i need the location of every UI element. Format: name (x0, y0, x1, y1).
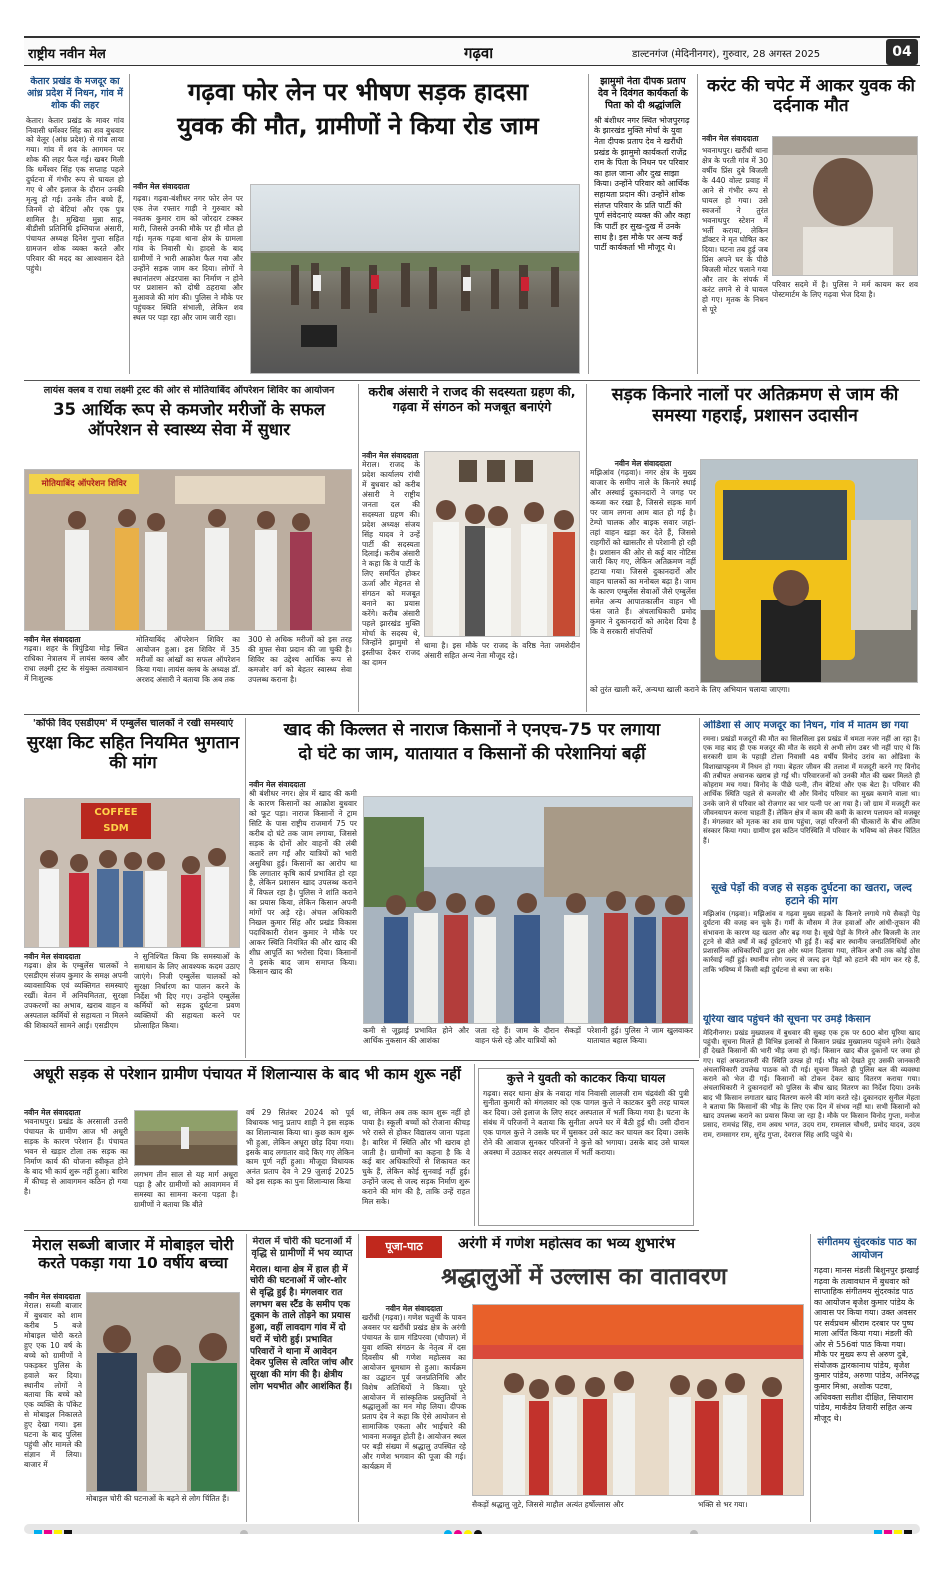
paper-name: राष्ट्रीय नवीन मेल (28, 47, 106, 62)
col1: गढ़वा। शहर के त्रिपुंडिया मोड़ स्थित राधिका नेत्रालय में लायंस क्लब और राधा लक्ष्मी ट्रस्ट के संयुक्त तत्वावधान में निःशुल्क (24, 644, 128, 684)
body: खरौंधी (गढ़वा)। गणेश चतुर्थी के पावन अवसर पर खरौंधी प्रखंड क्षेत्र के अरंगी पंचायत के ग्राम गंडिपरवा (चौपाल) में युवा शक्ति संगठन के नेतृत्व में दस दिवसीय श्री गणेश महोत्सव का आयोजन धूमधाम से हुआ। कार्यक्रम का उद्घाटन पूर्व जनप्रतिनिधि और विशेष अतिथियों ने किया। पूरे आयोजन में सांस्कृतिक प्रस्तुतियों ने श्रद्धालुओं का मन मोह लिया। दीपक प्रताप देव ने कहा कि ऐसे आयोजन से सामाजिक एकता और भाईचारे की भावना मजबूत होती है। आयोजन स्थल पर बड़ी संख्या में श्रद्धालु उपस्थित रहे और गणेश भगवान की पूजा की गई। कार्यक्रम में (362, 1313, 466, 1471)
col1: मझिआंव (गढ़वा)। नगर क्षेत्र के मुख्य बाजार के समीप नाले के किनारे स्थाई और अस्थाई दुकानदारों ने जगह पर कब्जा कर रखा है, जिससे सड़क मार्ग पर जाम लगना आम बात हो गई है। टेम्पो चालक और बाइक सवार जहां-तहां वाहन खड़ा कर देते हैं, जिससे राहगीरों को खासतौर से परेशानी हो रही है। प्रशासन की ओर से कई बार नोटिस जारी किए गए, लेकिन अतिक्रमण नहीं हटाया गया। जिससे दुकानदारों और वाहन चालकों का मनोबल बढ़ा है। जाम के कारण एम्बुलेंस सेवाओं जैसे एम्बुलेंस समेत अन्य आपातकालीन वाहन भी फंस जाते हैं। अंचलाधिकारी प्रमोद कुमार ने दुकानदारों को आदेश दिया है कि वे सरकारी संपत्तियों (590, 468, 696, 636)
story-sundarkand (814, 1236, 920, 1520)
col3: 300 से अधिक मरीजों को इस तरह की मुफ्त सेवा प्रदान की जा चुकी है। शिविर का उद्देश्य आर्थिक रूप से कमजोर वर्ग को बेहतर स्वास्थ्य सेवा उपलब्ध कराना है। (248, 635, 352, 684)
body: श्री बंशीधर नगर स्थित भोजपुरगढ़ के झारखंड मुक्ति मोर्चा के युवा नेता दीपक प्रताप देव ने खरौंधी प्रखंड के झामुमो कार्यकर्ता राजेंद्र राम के पिता के निधन पर परिवार का हाल जाना और दुख साझा किया। उन्होंने परिवार को आर्थिक सहायता प्रदान की। उन्होंने शोक संतप्त परिवार के प्रति पार्टी की पूर्ण संवेदनाएं व्यक्त की और कहा कि पार्टी हर सुख-दुख में उनके साथ है। इस मौके पर अन्य कई पार्टी कार्यकर्ता भी मौजूद थे। (594, 115, 691, 253)
headline: संगीतमय सुंदरकांड पाठ का आयोजन (817, 1237, 917, 1261)
page-number: 04 (886, 39, 918, 65)
headline-line1: अरंगी में गणेश महोत्सव का भव्य शुभारंभ (458, 1236, 675, 1252)
byline: नवीन मेल संवाददाता (385, 1304, 443, 1313)
headline: 35 आर्थिक रूप से कमजोर मरीजों के सफल ऑपरेशन से स्वास्थ्य सेवा में सुधार (53, 400, 325, 439)
col2: लगभग तीन साल से यह मार्ग अधूरा पड़ा है और ग्रामीणों को आवागमन में समस्या का सामना करना पड़ता है। ग्रामीणों ने बताया कि बीते (134, 1170, 238, 1209)
body: गढ़वा। गढ़वा-बंशीधर नगर फोर लेन पर एक तेज रफ्तार गाड़ी ने गुरुवार को नवतक कुमार राम को जोरदार टक्कर मारी, जिससे उनकी मौके पर ही मौत हो गई। मृतक गढ़वा थाना क्षेत्र के ग्रामला गांव के निवासी थे। हादसे के बाद ग्रामीणों ने भारी आक्रोश फैल गया और उन्होंने सड़क जाम कर दिया। लोगों ने स्थानांतरण अंडरपास का निर्माण न होने पर प्रशासन को दोषी ठहराया और मुआवजे की मांग की। पुलिस ने मौके पर पहुंचकर स्थिति संभाली, लेकिन शव स्थल पर पड़ा रहा और जाम जारी रहा। (133, 194, 243, 323)
headline: कुत्ते ने युवती को काटकर किया घायल (506, 1071, 666, 1085)
dateline: डाल्टनगंज (मेदिनीनगर), गुरुवार, 28 अगस्त 2025 (632, 49, 821, 60)
section-tag: पूजा-पाठ (366, 1236, 442, 1258)
body: गढ़वा। मानस मंडली बिशुनपुर झखाई गढ़वा के तत्वावधान में बुधवार को साप्ताहिक संगीतमय सुंदरकांड पाठ का आयोजन बृजेश कुमार पांडेय के आवास पर किया गया। उक्त अवसर पर सर्वप्रथम श्रीराम दरबार पर पुष्प माला अर्पित किया गया। मंडली की ओर से 556वां पाठ किया गया। मौके पर मुख्य रूप से अरुण दुबे, संयोजक द्वारकानाथ पांडेय, बृजेश कुमार पांडेय, अरुणा पांडेय, अनिरुद्ध कुमार मिश्रा, अशोक पटवा, अधिवक्ता सतीश दीक्षित, सियाराम पांडेय, मार्कंडेय तिवारी सहित अन्य मौजूद थे। (814, 1266, 920, 1423)
headline: यूरिया खाद पहुंचने की सूचना पर उमड़े किसान (703, 1014, 871, 1025)
victim-photo (772, 136, 918, 276)
byline: नवीन मेल संवाददाता (24, 952, 81, 961)
headline-line1: गढ़वा फोर लेन पर भीषण सड़क हादसा (187, 78, 529, 106)
road-jam-photo (250, 184, 580, 374)
muddy-road-photo (134, 1110, 238, 1166)
col1: भवनाथपुर। प्रखंड के अरसाली उत्तरी पंचायत के ग्रामीण आज भी अधूरी सड़क के कारण परेशान हैं। पंचायत भवन से खड़ार टोला तक सड़क का निर्माण कार्य की योजना स्वीकृत होने के बाद भी कार्य शुरू नहीं हुआ। बारिश में कीचड़ से आवागमन कठिन हो गया है। (24, 1117, 128, 1196)
story-mobile-theft-child (24, 1236, 242, 1520)
story-odisha-worker (703, 720, 920, 880)
headline: सूखे पेड़ों की वजह से सड़क दुर्घटना का खतरा, जल्द हटाने की मांग (711, 882, 912, 907)
membership-photo (424, 451, 580, 637)
headline: करीब अंसारी ने राजद की सदस्यता ग्रहण की, गढ़वा में संगठन को मजबूत बनाएंगे (368, 385, 576, 414)
col3: जता रहे हैं। जाम के दौरान सैकड़ों वाहन फंसे रहे और यात्रियों को (475, 1026, 581, 1045)
story-urea-crowd (703, 1014, 920, 1240)
headline: मेराल सब्जी बाजार में मोबाइल चोरी करते पकड़ा गया 10 वर्षीय बच्चा (32, 1236, 234, 1273)
col1: श्री बंशीधर नगर। क्षेत्र में खाद की कमी के कारण किसानों का आक्रोश बुधवार को फूट पड़ा। नाराज किसानों ने ट्राम सिटि के पास राष्ट्रीय राजमार्ग 75 पर करीब दो घंटे तक जाम लगाया, जिससे सड़क के दोनों ओर वाहनों की लंबी कतारें लग गईं और यात्रियों को भारी असुविधा हुई। किसानों का आरोप था कि लगातार कृषि कार्य प्रभावित हो रहा है, लेकिन प्रशासन खाद उपलब्ध कराने में विफल रहा है। पुलिस ने शांति कराने का प्रयास किया, लेकिन किसान अपनी मांगों पर अड़े रहे। अंचल अधिकारी निखल कुमार सिंह और प्रखंड विकास पदाधिकारी रोशन कुमार ने मौके पर आकर स्थिति नियंत्रित की और खाद की शीघ्र आपूर्ति का भरोसा दिया। किसानों ने इसके बाद जाम समाप्त किया। किसान खाद की (249, 789, 357, 977)
headline: सुरक्षा किट सहित नियमित भुगतान की मांग (26, 733, 240, 774)
story-fertilizer-jam (249, 720, 695, 1056)
col2: कमी से जूझाई प्रभावित होने और आर्थिक नुकसान की आशंका (363, 1026, 469, 1045)
col4: था, लेकिन अब तक काम शुरू नहीं हो पाया है। स्कूली बच्चों को रोजाना कीचड़ भरे रास्ते से होकर विद्यालय जाना पड़ता है। बारिश में स्थिति और भी खराब हो जाती है। ग्रामीणों का कहना है कि वे कई बार अधिकारियों से शिकायत कर चुके हैं, लेकिन कोई सुनवाई नहीं हुई। उन्होंने जल्द से जल्द सड़क निर्माण शुरू कराने की मांग की है, ताकि उन्हें राहत मिल सके। (362, 1108, 470, 1207)
headline-line1: खाद की किल्लत से नाराज किसानों ने एनएच-75 पर लगाया (283, 720, 661, 740)
photo-caption-1: सैकड़ों श्रद्धालु जुटे, जिससे माहौल अत्यंत हर्षोल्लास और (472, 1500, 624, 1509)
photo-caption-2: भक्ति से भर गया। (698, 1500, 748, 1509)
headline: सड़क किनारे नालों पर अतिक्रमण से जाम की समस्या गहराई, प्रशासन उदासीन (611, 385, 899, 426)
story-meral-thefts (250, 1236, 354, 1520)
byline: नवीन मेल संवाददाता (24, 1292, 81, 1301)
headline-line2: दो घंटे का जाम, यातायात व किसानों की परेशानियां बढ़ीं (298, 744, 646, 765)
body-continued: परिवार सदमे में है। पुलिस ने मर्म कायम कर शव पोस्टमार्टम के लिए गढ़वा भेज दिया है। (772, 280, 918, 299)
photo-caption: मोबाइल चोरी की घटनाओं के बढ़ने से लोग चिंतित हैं। (86, 1494, 230, 1503)
body: मझिआंव (गढ़वा)। मझिआंव व गढ़वा मुख्य सड़कों के किनारे लगाये गये सैकड़ों पेड़ दुर्घटना की वजह बन चुके हैं। गर्मी के मौसम में तेज हवाओं और आंधी-तूफान की संभावना के कारण यह खतरा और बढ़ गया है। सूखे पेड़ों के गिरने और बिजली के तार टूटने से बीते वर्षों में कई दुर्घटनाएं भी हुई हैं। कई बार स्थानीय जनप्रतिनिधियों और प्रशासनिक अधिकारियों द्वारा इस ओर ध्यान दिलाया गया, लेकिन अभी तक कोई ठोस कार्रवाई नहीं हुई। स्थानीय लोग जल्द से जल्द इन पेड़ों को हटाने की मांग कर रहे हैं, ताकि भविष्य में किसी बड़ी दुर्घटना से बचा जा सके। (703, 910, 920, 974)
story-dry-trees (703, 882, 920, 988)
byline: नवीन मेल संवाददाता (614, 459, 672, 468)
story-rjd-membership (362, 385, 582, 710)
byline: नवीन मेल संवाददाता (133, 182, 190, 191)
body: मेराल। सब्जी बाजार में बुधवार को शाम करीब 5 बजे मोबाइल चोरी करते हुए एक 10 वर्ष के बच्चे को ग्रामीणों ने पकड़कर पुलिस के हवाले कर दिया। स्थानीय लोगों ने बताया कि बच्चे को एक व्यक्ति के पॉकेट से मोबाइल निकालते हुए देखा गया। इस घटना के बाद पुलिस पहुंची और मामले की संज्ञान में लिया। बाजार में (24, 1301, 82, 1469)
headline: मेराल में चोरी की घटनाओं में वृद्धि से ग्रामीणों में भय व्याप्त (251, 1236, 353, 1260)
story-fourlane-accident (133, 76, 583, 376)
headline: केतार प्रखंड के मजदूर का आंध्र प्रदेश में निधन, गांव में शोक की लहर (27, 76, 123, 111)
headline: अधूरी सड़क से परेशान ग्रामीण पंचायत में शिलान्यास के बाद भी काम शुरू नहीं (33, 1066, 461, 1083)
col2: मोतियाबिंद ऑपरेशन शिविर का आयोजन हुआ। इस शिविर में 35 मरीजों का आंखों का सफल ऑपरेशन किया गया। लायंस क्लब के अध्यक्ष डॉ. अरशद अंसारी ने बताया कि अब तक (136, 635, 240, 684)
col2: को तुरंत खाली करें, अन्यथा खाली कराने के लिए अभियान चलाया जाएगा। (590, 685, 791, 694)
story-ganesh-festival (362, 1234, 806, 1522)
byline: नवीन मेल संवाददाता (702, 134, 759, 143)
body: रमना। प्रखंडों मजदूरों की मौत का सिलसिला इस प्रखंड में थमता नजर नहीं आ रहा है। एक माह बाद ही एक मजदूर की मौत के सदमे से अभी लोग उबर भी नहीं पाए थे कि सरकारी ग्राम के पहाड़ी टोला निवासी 48 वर्षीय विनोद उरांव का ओडिशा के विशाखापट्टनम में निधन हो गया। बेहतर जीवन की तलाश में मजदूरी करने गए विनोद की तबीयत अचानक खराब हो गई थी। परिवारजनों को उनकी मौत की खबर मिलते ही कोहराम मच गया। विनोद के पीछे पत्नी, तीन बेटियां और एक बेटा है। परिवार की आर्थिक स्थिति पहले से कमजोर थी और विनोद परिवार का मुख्य कमाने वाला था। उनके जाने से परिवार को रोजगार का भार पत्नी पर आ गया है। जो ग्राम में मजदूरी कर जीवनयापन करना चाहती हैं। लेकिन क्षेत्र में काम की कमी के कारण पलायन को मजबूर हैं। मंगलवार को मृतक का शव ग्राम पहुंचा, जहां परिजनों की चीत्कारों के बीच अंतिम संस्कार किया गया। ग्रामीण इस कठिन परिस्थिति में परिवार के भविष्य को लेकर चिंतित हैं। (703, 735, 920, 845)
byline: नवीन मेल संवाददाता (249, 780, 306, 789)
byline: नवीन मेल संवाददाता (24, 635, 81, 644)
masthead (24, 36, 920, 66)
body: मेराल। थाना क्षेत्र में हाल ही में चोरी की घटनाओं में जोर-शोर से वृद्धि हुई है। मंगलवार रात लगभग बस स्टैंड के समीप एक दुकान के ताले तोड़ने का प्रयास हुआ, वहीं लावदाग गांव में दो घरों में चोरी हुई। प्रभावित परिवारों ने थाना में आवेदन देकर पुलिस से त्वरित जांच और सुरक्षा की मांग की है। क्षेत्रीय लोग भयभीत और आशंकित हैं। (250, 1264, 353, 1392)
body: गढ़वा। सदर थाना क्षेत्र के नवादा गांव निवासी लालजी राम चंद्रवंशी की पुत्री सुनीता कुमारी को मंगलवार को एक पागल कुत्ते ने काटकर बुरी तरह घायल कर दिया। उसे इलाज के लिए सदर अस्पताल में भर्ती किया गया है। घटना के संबंध में परिजनों ने बताया कि सुनीता अपने घर में बैठी हुई थी। उसी दौरान एक पागल कुत्ते ने उसके घर में घुसकर उसे काट कर घायल कर दिया। उसके रोने की आवाज सुनकर परिजनों ने कुत्ते को भगाया। उसके बाद उसे घायल अवस्था में उठाकर सदर अस्पताल में भर्ती कराया। (483, 1088, 689, 1157)
child-caught-photo (86, 1292, 240, 1492)
story-cataract-camp (24, 385, 354, 710)
camp-banner: मोतियाबिंद ऑपरेशन शिविर (29, 474, 139, 494)
story-jmm-tribute (594, 76, 692, 376)
body: केतार। केतार प्रखंड के मावर गांव निवासी धर्मेश्वर सिंह का शव बुधवार को वेलूर (आंध्र प्रदेश) से गांव लाया गया। गांव में शव के आगमन पर शोक की लहर फैल गई। खबर मिली कि धर्मेश्वर सिंह एक सप्ताह पहले दुर्घटना में गंभीर रूप से घायल हो गए थे और इलाज के दौरान उनकी मृत्यु हो गई। उनके तीन बच्चे हैं, जिनमें दो बेटियां और एक पुत्र शामिल है। मुखिया मुन्ना साह, बीडीसी प्रतिनिधि इम्तियाज अंसारी, पंचायत अध्यक्ष दिनेश गुप्ता सहित ग्रामजन शोक व्यक्त करते और परिवार की मदद का आश्वासन देते पहुंचे। (26, 115, 124, 273)
body: मेदिनीनगर। प्रखंड मुख्यालय में बुधवार की सुबह एक ट्रक पर 600 बोरा यूरिया खाद पहुंची। सूचना मिलते ही विभिन्न इलाकों से किसान प्रखंड मुख्यालय पहुंचने लगे। देखते ही देखते किसानों की भारी भीड़ जमा हो गई। किसान खाद बीज दुकानों पर जमा हो गए। यहां अफरातफरी की स्थिति उत्पन्न हो गई। भीड़ को देखते हुए उसकी जानकारी अंचलाधिकारी उपलेख पाठक को दी गई। सूचना मिलते ही पुलिस बल की व्यवस्था कराने को भेज दी गई। किसानों को टोकन देकर खाद वितरण कराया गया। अंचलाधिकारी ने दुकानदारों को पुलिस के बीच खाद वितरण का निर्देश दिया। उनके बाद भी किसान लगातार खाद वितरण करने की मांग करते रहे। दुकानदार सुनील मेहता ने बताया कि किसानों की भीड़ के लिए एक दिन में संभव नहीं था। सभी किसानों को खाद उपलब्ध कराने का प्रयास किया जा रहा है। मौके पर किसान विनोद गुप्ता, मनोज प्रसाद, रामचंद्र सिंह, राम अवध भगत, उदय राम, रामलाल चौधरी, प्रमोद यादव, उदय राम, रामसागर राम, सुरेंद्र गुप्ता, देवराज सिंह आदि पहुंचे थे। (703, 1029, 920, 1139)
col1: मेराल। राजद के प्रदेश कार्यालय रांची में बुधवार को करीब अंसारी ने राष्ट्रीय जनता दल की सदस्यता ग्रहण की। प्रदेश अध्यक्ष संजय सिंह यादव ने उन्हें पार्टी की सदस्यता दिलाई। करीब अंसारी ने कहा कि वे पार्टी के लिए समर्पित होकर ऊर्जा और मेहनत से संगठन को मजबूत बनाने का प्रयास करेंगे। करीब अंसारी पहले झारखंड मुक्ति मोर्चा के सदस्य थे, जिन्होंने झामुमो से इस्तीफा देकर राजद का दामन (362, 460, 420, 668)
section-title: गढ़वा (464, 44, 494, 62)
headline: झामुमो नेता दीपक प्रताप देव ने दिवंगत कार्यकर्ता के पिता को दी श्रद्धांजलि (597, 76, 689, 111)
col1: गढ़वा। क्षेत्र के एम्बुलेंस चालकों ने एसडीएम संजय कुमार के समक्ष अपनी व्यावसायिक एवं व्यक्तिगत समस्याएं रखीं। वेतन में अनियमितता, सुरक्षा उपकरणों का अभाव, खराब वाहन व अस्पताल कर्मियों से सहायता न मिलने की शिकायतें सामने आईं। एसडीएम (24, 961, 128, 1030)
col3: वर्ष 29 सितंबर 2024 को पूर्व विधायक भानु प्रताप शाही ने इस सड़क का शिलान्यास किया था। कुछ काम शुरू भी हुआ, लेकिन अधूरा छोड़ दिया गया। इसके बाद लगातार वादे किए गए लेकिन काम पूर्ण नहीं हुआ। मौजूदा विधायक अनंत प्रताप देव ने 29 जुलाई 2025 को इस सड़क का पुनः शिलान्यास किया (246, 1108, 354, 1187)
story-ketar-worker (26, 76, 124, 376)
col4: परेशानी हुई। पुलिस ने जाम खुलवाकर यातायात बहाल किया। (587, 1026, 693, 1045)
headline-line2: युवक की मौत, ग्रामीणों ने किया रोड जाम (177, 112, 539, 141)
story-incomplete-road (24, 1066, 470, 1226)
kicker: लायंस क्लब व राधा लक्ष्मी ट्रस्ट की ओर से मोतियाबिंद ऑपरेशन शिविर का आयोजन (43, 385, 335, 396)
kicker: 'कॉफी विद एसडीएम' में एम्बुलेंस चालकों ने रखी समस्याएं (32, 718, 234, 729)
farmers-jam-photo (363, 796, 693, 1024)
coffee-sdm-photo (24, 798, 240, 948)
camp-photo (24, 469, 352, 631)
print-color-bar (24, 1524, 920, 1534)
story-electrocution (702, 76, 920, 376)
body: भवनाथपुर। खरौंधी थाना क्षेत्र के परती गांव में 30 वर्षीय प्रिंस दुबे बिजली के 440 वोल्ट प्रवाह में आने से गंभीर रूप से घायल हो गया। उसे स्वजनों ने तुरंत भवनाथपुर स्टेशन में भर्ती कराया, लेकिन डॉक्टर ने मृत घोषित कर दिया। घटना तब हुई जब प्रिंस अपने घर के पीछे बिजली मोटर चलाने गया और तार के संपर्क में करंट लगने से वे घायल हो गए। मृतक के निधन से पूरे (702, 146, 768, 314)
ganesh-pandal-photo (472, 1304, 804, 1496)
headline: ओडिशा से आए मजदूर का निधन, गांव में मातम छा गया (703, 720, 909, 731)
coffee-sdm-banner: COFFEE SDM (81, 803, 151, 839)
story-ambulance-drivers (24, 718, 242, 1056)
story-drain-encroachment (590, 385, 920, 710)
story-dog-bite (478, 1068, 694, 1226)
headline-line2: श्रद्धालुओं में उल्लास का वातावरण (441, 1264, 727, 1290)
bus-photo (700, 459, 918, 683)
headline: करंट की चपेट में आकर युवक की दर्दनाक मौत (707, 76, 915, 117)
byline: नवीन मेल संवाददाता (362, 451, 419, 460)
byline: नवीन मेल संवाददाता (24, 1108, 81, 1117)
col2: ने सुनिश्चित किया कि समस्याओं के समाधान के लिए आवश्यक कदम उठाए जाएंगे। निजी एम्बुलेंस चालकों को सुरक्षा निर्धारण का पालन करने के निर्देश भी दिए गए। उन्होंने एम्बुलेंस कर्मियों को सड़क दुर्घटना प्रवण व्यक्तियों की सहायता करने पर प्रोत्साहित किया। (134, 952, 240, 1031)
col2: थामा है। इस मौके पर राजद के वरिष्ठ नेता जमशेदीन अंसारी सहित अन्य नेता मौजूद रहे। (424, 641, 580, 660)
